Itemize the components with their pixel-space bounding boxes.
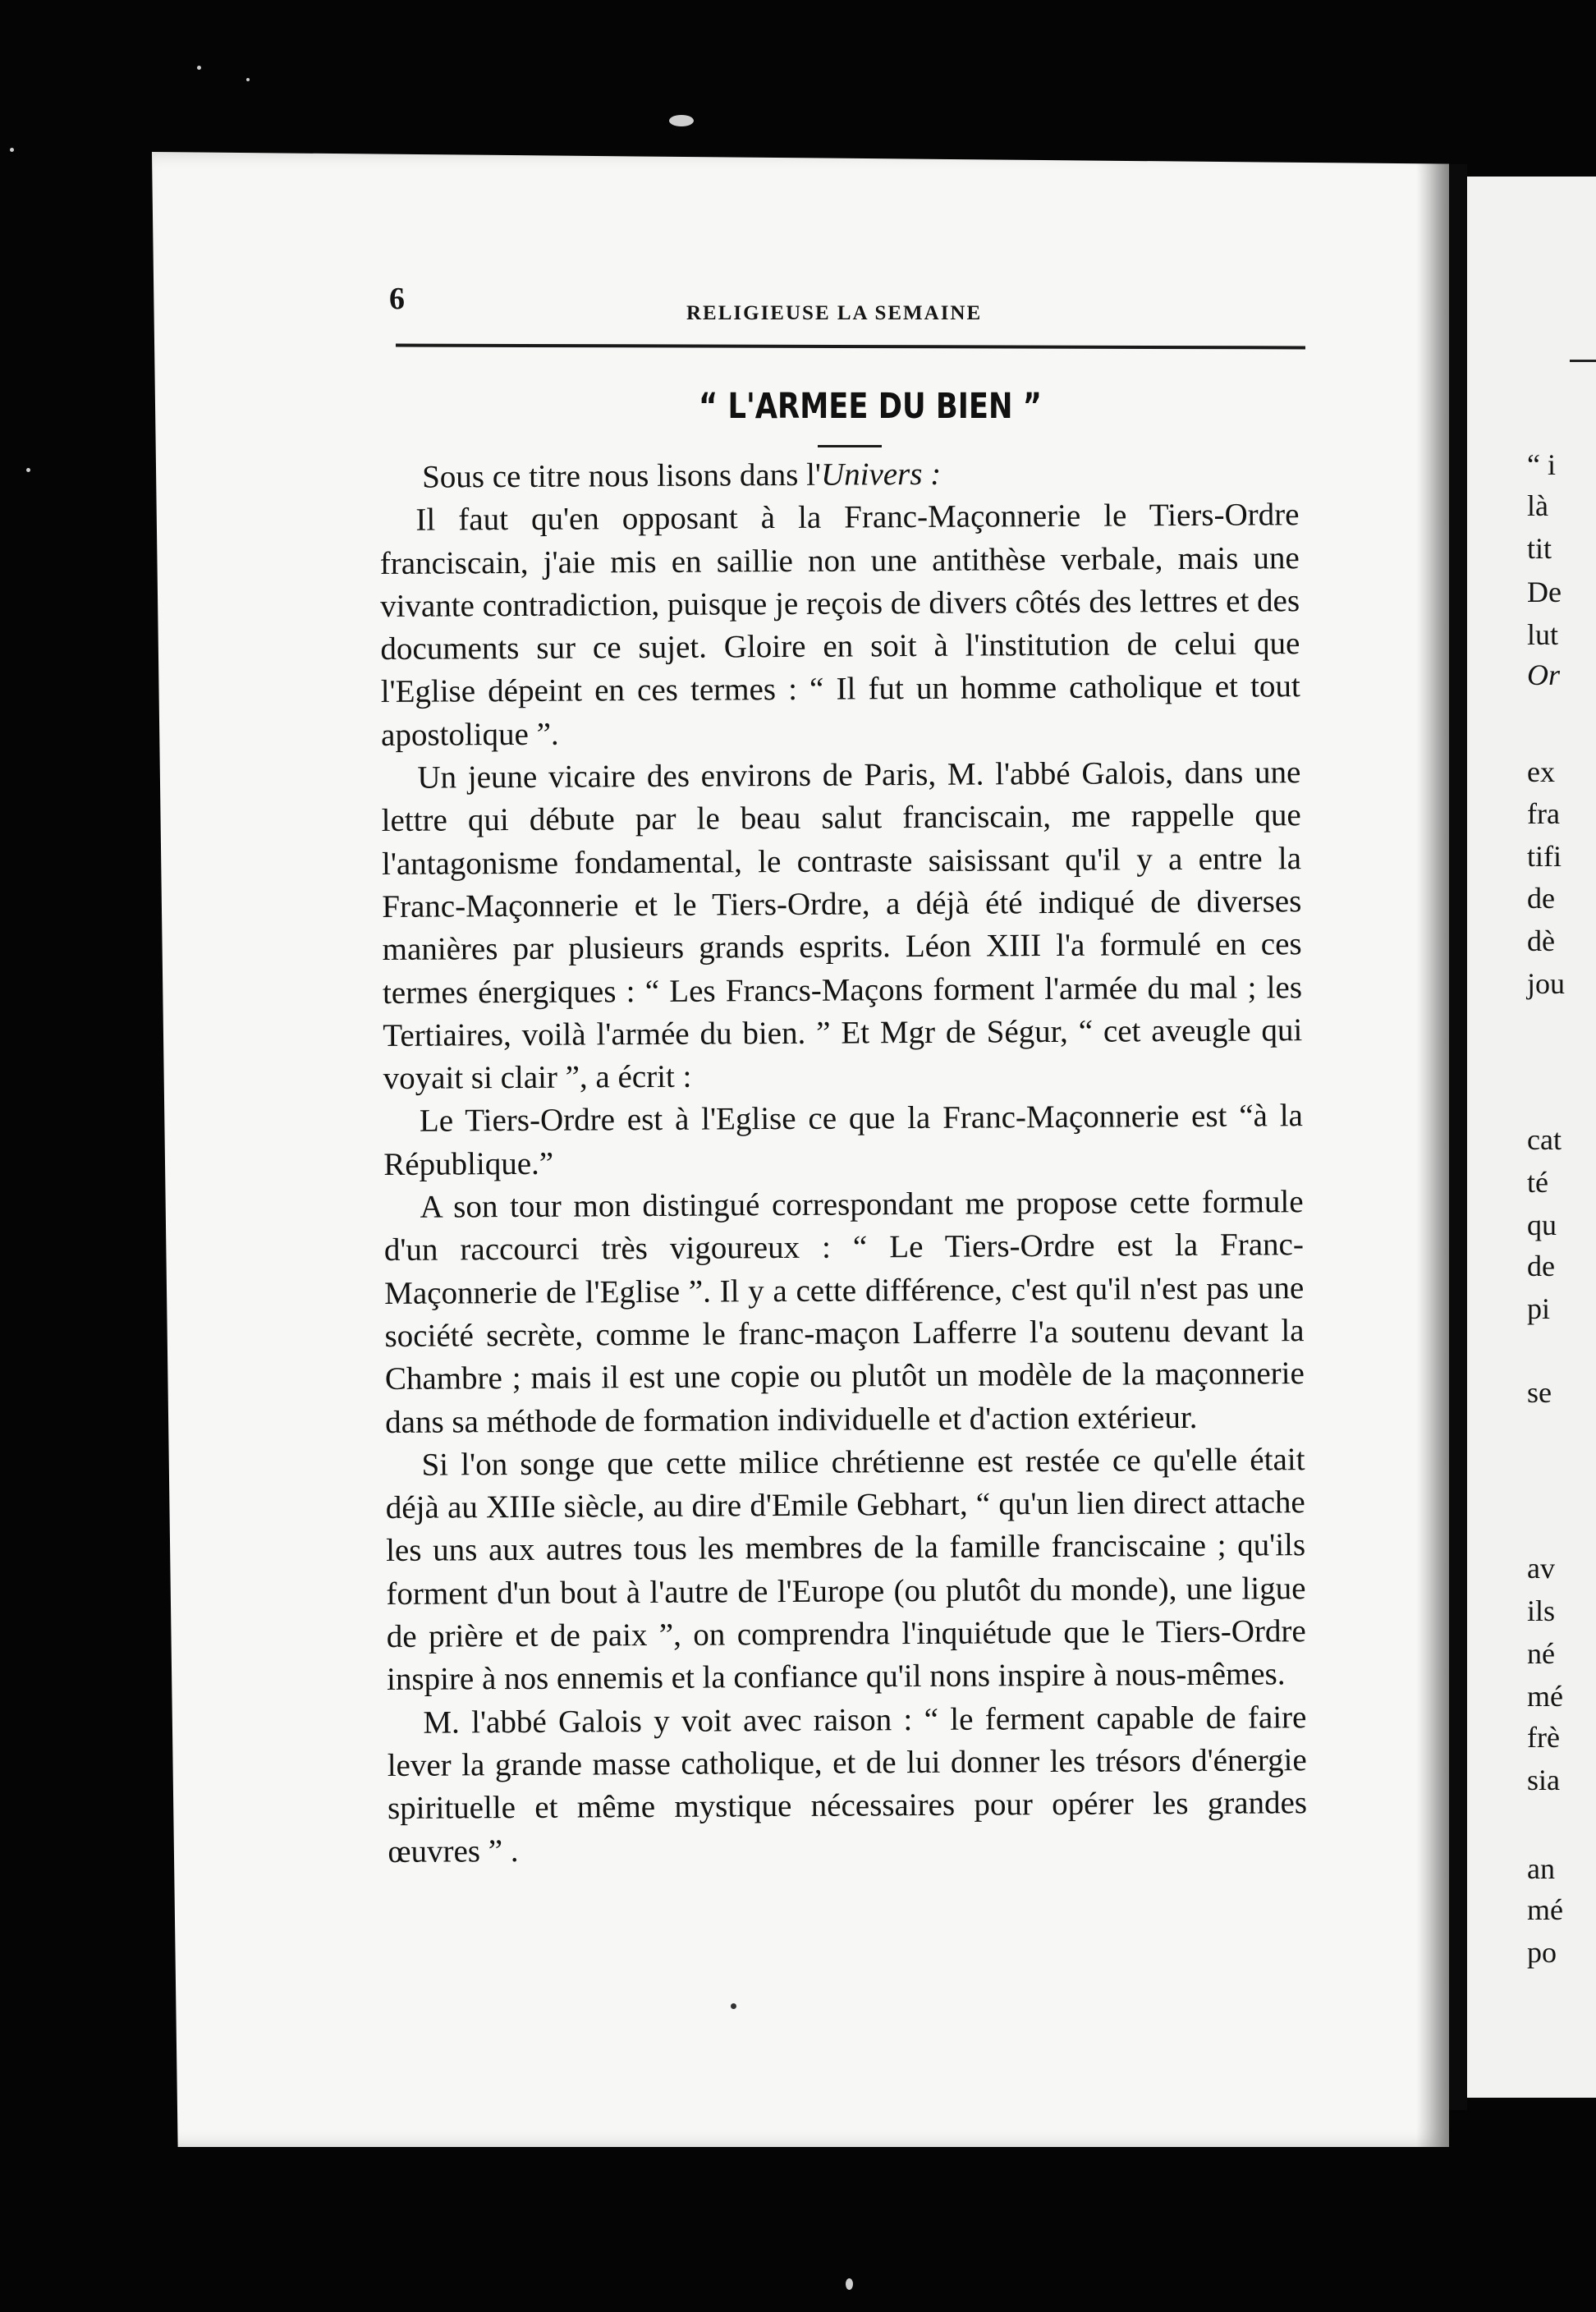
right-page-fragment: là: [1527, 489, 1548, 522]
article-body: [379, 451, 1308, 1874]
right-page-fragment: sia: [1527, 1764, 1560, 1796]
right-page-fragment: Or: [1527, 658, 1561, 691]
right-page-fragment: ex: [1527, 755, 1555, 788]
title-rule: [818, 445, 882, 447]
right-page-head-rule: [1570, 360, 1596, 362]
paragraph: Le Tiers-Ordre est à l'Eglise ce que la Franc-Maçonnerie est “à la République.”: [383, 1098, 1304, 1182]
right-page-fragment: tit: [1527, 532, 1552, 565]
scan-speck: [846, 2278, 853, 2290]
right-page-fragment: de: [1527, 882, 1555, 915]
page-number: 6: [389, 282, 405, 316]
right-page-fragment: po: [1527, 1936, 1557, 1969]
book-gutter: [1449, 164, 1467, 2110]
scan-speck: [26, 468, 30, 472]
right-page-fragment: mé: [1527, 1893, 1563, 1926]
right-page-fragment: né: [1527, 1637, 1555, 1670]
page-edge-shadow: [1416, 152, 1449, 2147]
running-head: RELIGIEUSE LA SEMAINE: [686, 302, 983, 324]
scan-speck: [10, 148, 14, 152]
paragraph: Si l'on songe que cette milice chrétienne est restée ce qu'elle était déjà au XIIIe siècle, au dire d'Emile Gebhart, “ qu'un lien direct attache les uns aux autres tous les membres de la famille franciscaine ; qu'ils forment d'un bout à l'autre de l'Europe (ou plutôt du monde), une ligue de prière et de paix ”, on comprendra l'inquiétude que le Tiers-Ordre inspire à nos ennemis et la confiance qu'il nons inspire à nous-mêmes.: [385, 1441, 1306, 1698]
right-page-fragment: tifi: [1527, 840, 1562, 873]
right-page-fragment: dè: [1527, 924, 1555, 957]
right-page-fragment: lut: [1527, 618, 1559, 651]
right-page-fragment: De: [1527, 576, 1562, 608]
ink-dot: [731, 2003, 736, 2009]
right-page-fragment: mé: [1527, 1680, 1563, 1713]
right-page-fragment: se: [1527, 1376, 1552, 1409]
paragraph: Un jeune vicaire des environs de Paris, M. l'abbé Galois, dans une lettre qui débute par le beau salut franciscain, me rappelle que l'antagonisme fondamental, le contraste saisissant qu'il y a entre la Franc-Maçonnerie et le Tiers-Ordre, a déjà été indiqué de diverses manières par plusieurs grands esprits. Léon XIII l'a formulé en ces termes énergiques : “ Les Francs-Maçons forment l'armée du mal ; les Tertiaires, voilà l'armée du bien. ” Et Mgr de Ségur, “ cet aveugle qui voyait si clair ”, a écrit :: [381, 755, 1303, 1097]
paragraph: Il faut qu'en opposant à la Franc-Maçonnerie le Tiers-Ordre franciscain, j'aie mis en saillie non une antithèse verbale, mais une vivante contradiction, puisque je reçois de divers côtés des lettres et des documents sur ce sujet. Gloire en soit à l'institution de celui que l'Eglise dépeint en ces termes : “ Il fut un homme catholique et tout apostolique ”.: [379, 497, 1300, 753]
scan-speck: [246, 78, 250, 81]
right-page-fragment: “ i: [1527, 448, 1556, 481]
right-page-fragment: jou: [1527, 967, 1566, 1000]
right-page-fragment: ils: [1527, 1594, 1556, 1627]
right-page-fragment: cat: [1527, 1123, 1562, 1156]
right-page-fragment: qu: [1527, 1209, 1557, 1241]
right-page-fragment: de: [1527, 1250, 1555, 1282]
paragraph: Sous ce titre nous lisons dans l'Univers :: [422, 456, 942, 495]
scan-speck: [669, 115, 694, 126]
paragraph: A son tour mon distingué correspondant me propose cette formule d'un raccourci très vigoureux : “ Le Tiers-Ordre est la Franc-Maçonnerie de l'Eglise ”. Il y a cette différence, c'est qu'il n'est pas une société secrète, comme le franc-maçon Lafferre l'a soutenu devant la Chambre ; mais il est une copie ou plutôt un modèle de la maçonnerie dans sa méthode de formation individuelle et d'action extérieur.: [383, 1184, 1305, 1440]
scan-speck: [197, 66, 201, 70]
right-page-fragment: av: [1527, 1552, 1555, 1585]
right-page-fragment: fra: [1527, 797, 1560, 830]
paragraph: M. l'abbé Galois y voit avec raison : “ le ferment capable de faire lever la grande masse catholique, et de lui donner les trésors d'énergie spirituelle et même mystique nécessaires pour opérer les grandes œuvres ” .: [387, 1699, 1308, 1869]
right-page-fragment: an: [1527, 1852, 1555, 1885]
right-page-fragment: frè: [1527, 1721, 1560, 1754]
article-title: “ L'ARMEE DU BIEN ”: [699, 386, 1042, 427]
right-page-fragment: pi: [1527, 1292, 1551, 1325]
right-page-fragment: té: [1527, 1166, 1548, 1199]
